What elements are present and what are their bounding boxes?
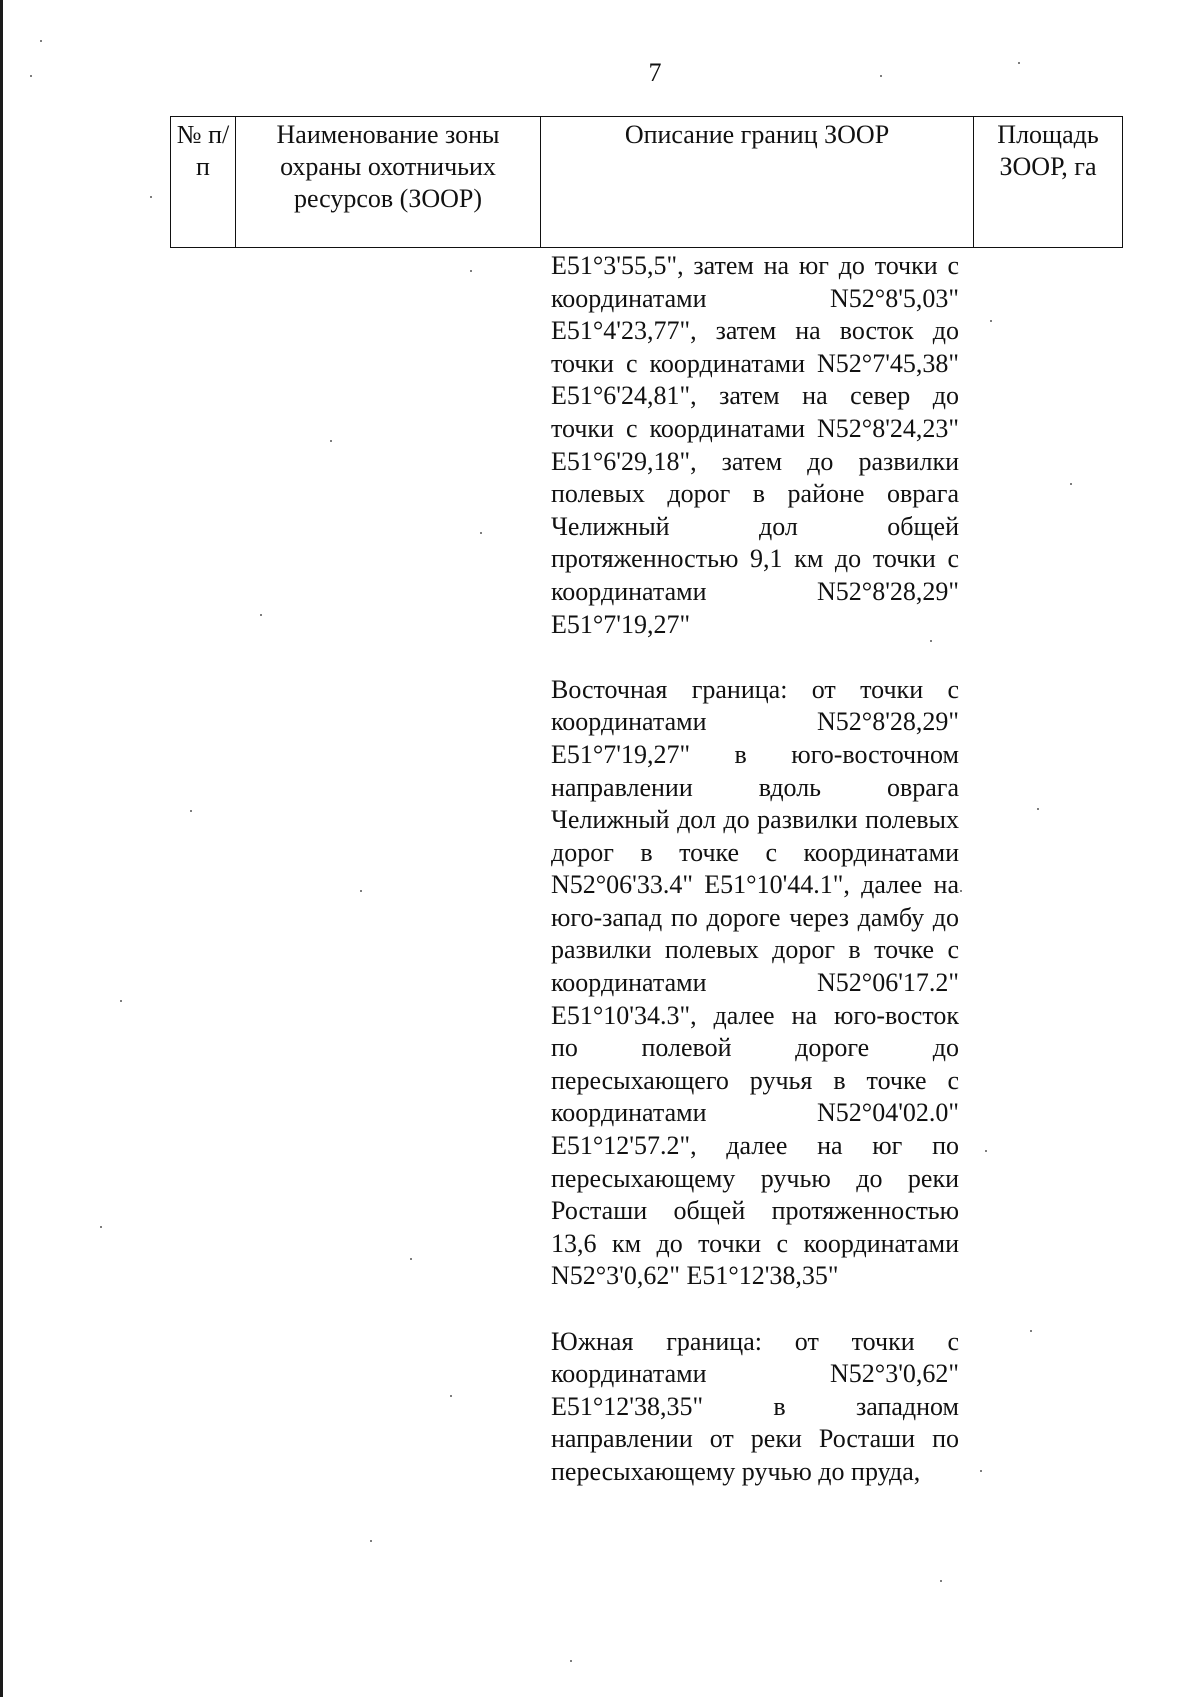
scan-speck: [940, 1580, 942, 1582]
boundary-table-header: [170, 116, 1123, 248]
scan-speck: [370, 1540, 372, 1542]
scan-speck: [150, 196, 152, 198]
scan-speck: [930, 640, 932, 642]
page-number: 7: [648, 58, 662, 87]
scan-speck: [985, 1150, 987, 1152]
page-edge-line: [0, 0, 3, 1697]
scan-speck: [470, 270, 472, 272]
scan-speck: [960, 890, 962, 892]
scan-speck: [880, 75, 882, 77]
column-header-boundary-description: Описание границ ЗООР: [541, 117, 974, 248]
scan-speck: [980, 1470, 982, 1472]
scan-speck: [410, 1258, 412, 1260]
boundary-description-column: [551, 250, 959, 1489]
scan-speck: [120, 1000, 122, 1002]
scan-speck: [1018, 62, 1020, 64]
table-header-row: [171, 117, 1123, 248]
column-header-area: Площадь ЗООР, га: [974, 117, 1123, 248]
scan-speck: [480, 532, 482, 534]
scan-speck: [990, 320, 992, 322]
scan-speck: [30, 75, 32, 77]
scan-speck: [360, 890, 362, 892]
eastern-boundary-paragraph: Восточная граница: от точки с координатами N52°8'28,29" E51°7'19,27" в юго-восточном направлении вдоль оврага Челижный дол до развилки полевых дорог в точке с координатами N52°06'33.4" E51°10'44.1", далее на юго-запад по дороге через дамбу до развилки полевых дорог в точке с координатами N52°06'17.2" E51°10'34.3", далее на юго-восток по полевой дороге до пересыхающего ручья в точке с координатами N52°04'02.0" E51°12'57.2", далее на юг по пересыхающему ручью до реки Росташи общей протяженностью 13,6 км до точки с координатами N52°3'0,62" E51°12'38,35": [551, 674, 959, 1291]
scan-speck: [260, 614, 262, 616]
scan-speck: [190, 810, 192, 812]
scan-speck: [1030, 1330, 1032, 1332]
scan-speck: [100, 1226, 102, 1228]
scan-speck: [330, 440, 332, 442]
scan-speck: [40, 40, 42, 42]
southern-boundary-paragraph: Южная граница: от точки с координатами N52°3'0,62" E51°12'38,35" в западном направлении от реки Росташи по пересыхающему ручью до пруда,: [551, 1326, 959, 1486]
scan-speck: [1037, 808, 1039, 810]
scan-speck: [1070, 483, 1072, 485]
column-header-zone-name: Наименование зоны охраны охотничьих ресурсов (ЗООР): [236, 117, 541, 248]
scan-speck: [570, 1660, 572, 1662]
scan-speck: [450, 1395, 452, 1397]
boundary-description-paragraph: E51°3'55,5", затем на юг до точки с координатами N52°8'5,03" E51°4'23,77", затем на восток до точки с координатами N52°7'45,38" E51°6'24,81", затем на север до точки с координатами N52°8'24,23" E51°6'29,18", затем до развилки полевых дорог в районе оврага Челижный дол общей протяженностью 9,1 км до точки с координатами N52°8'28,29" E51°7'19,27": [551, 251, 959, 639]
column-header-number: № п/п: [171, 117, 236, 248]
